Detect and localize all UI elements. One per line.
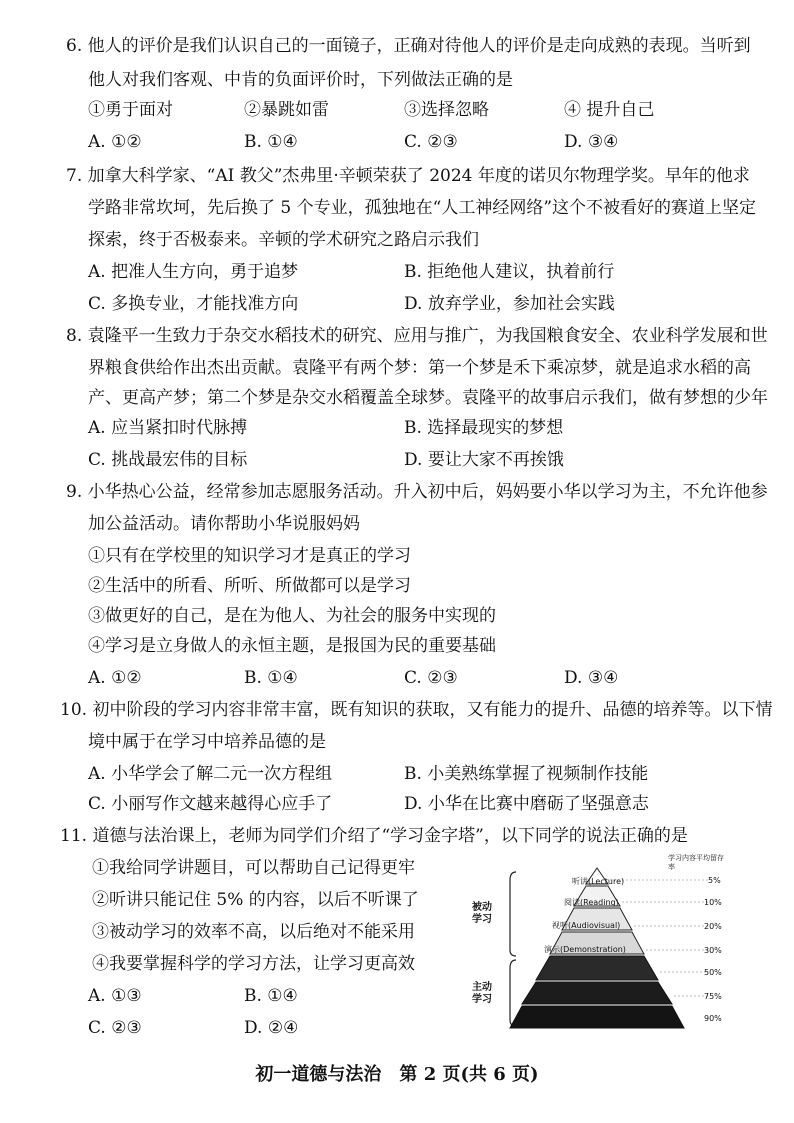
q9-item-2: ②生活中的所看、所听、所做都可以是学习 — [88, 576, 411, 596]
q6-option-c: C. ②③ — [404, 132, 458, 152]
q6-item-4: ④ 提升自己 — [564, 100, 655, 120]
q6-stem-line1: 6. 他人的评价是我们认识自己的一面镜子，正确对待他人的评价是走向成熟的表现。当听到 — [66, 36, 751, 56]
layer-pct-5: 50% — [704, 968, 722, 977]
q9-option-b: B. ①④ — [244, 668, 298, 688]
q10-option-c: C. 小丽写作文越来越得心应手了 — [88, 794, 333, 814]
page-footer: 初一道德与法治 第 2 页(共 6 页) — [255, 1064, 539, 1085]
layer-pct-4: 30% — [704, 946, 722, 955]
q11-item-4: ④我要掌握科学的学习方法，让学习更高效 — [92, 954, 415, 974]
pyramid-header: 学习内容平均留存率 — [668, 854, 724, 871]
layer-label-lecture: 听讲(Lecture) — [572, 877, 625, 886]
q11-option-c: C. ②③ — [88, 1018, 142, 1038]
q9-item-3: ③做更好的自己，是在为他人、为社会的服务中实现的 — [88, 606, 496, 626]
q9-option-c: C. ②③ — [404, 668, 458, 688]
layer-pct-6: 75% — [704, 992, 722, 1001]
q10-stem-line1: 10. 初中阶段的学习内容非常丰富，既有知识的获取，又有能力的提升、品德的培养等。以下情 — [60, 700, 773, 720]
q7-option-a: A. 把准人生方向，勇于追梦 — [88, 262, 299, 282]
q11-option-d: D. ②④ — [244, 1018, 299, 1038]
q6-stem-line2: 他人对我们客观、中肯的负面评价时，下列做法正确的是 — [88, 70, 513, 90]
layer-pct-7: 90% — [704, 1014, 722, 1023]
q6-item-3: ③选择忽略 — [404, 100, 489, 120]
q8-stem-line3: 产、更高产梦；第二个梦是杂交水稻覆盖全球梦。袁隆平的故事启示我们，做有梦想的少年 — [88, 388, 768, 408]
q6-option-a: A. ①② — [88, 132, 142, 152]
passive-learning-label: 被动学习 — [472, 902, 492, 925]
q9-stem-line1: 9. 小华热心公益，经常参加志愿服务活动。升入初中后，妈妈要小华以学习为主，不允许他参 — [66, 482, 768, 502]
q11-item-1: ①我给同学讲题目，可以帮助自己记得更牢 — [92, 858, 415, 878]
q8-option-c: C. 挑战最宏伟的目标 — [88, 450, 248, 470]
q7-stem-line3: 探索，终于否极泰来。辛顿的学术研究之路启示我们 — [88, 230, 479, 250]
q6-item-1: ①勇于面对 — [88, 100, 173, 120]
layer-pct-1: 5% — [708, 876, 721, 885]
q11-option-b: B. ①④ — [244, 986, 298, 1006]
q11-option-a: A. ①③ — [88, 986, 142, 1006]
q8-option-b: B. 选择最现实的梦想 — [404, 418, 564, 438]
layer-label-audiovisual: 视听(Audiovisual) — [552, 921, 621, 930]
active-learning-label: 主动学习 — [472, 982, 492, 1005]
q9-item-1: ①只有在学校里的知识学习才是真正的学习 — [88, 546, 411, 566]
q6-item-2: ②暴跳如雷 — [244, 100, 329, 120]
layer-label-reading: 阅读(Reading) — [564, 898, 619, 907]
q6-option-d: D. ③④ — [564, 132, 619, 152]
q11-stem-line1: 11. 道德与法治课上，老师为同学们介绍了“学习金字塔”，以下同学的说法正确的是 — [60, 826, 688, 846]
q6-option-b: B. ①④ — [244, 132, 298, 152]
q9-option-a: A. ①② — [88, 668, 142, 688]
q8-stem-line2: 界粮食供给作出杰出贡献。袁隆平有两个梦：第一个梦是禾下乘凉梦，就是追求水稻的高 — [88, 358, 751, 378]
q9-item-4: ④学习是立身做人的永恒主题，是报国为民的重要基础 — [88, 636, 496, 656]
layer-pct-3: 20% — [704, 922, 722, 931]
q7-stem-line1: 7. 加拿大科学家、“AI 教父”杰弗里·辛顿荣获了 2024 年度的诺贝尔物理学奖。早年的他求 — [66, 166, 750, 186]
q7-option-d: D. 放弃学业，参加社会实践 — [404, 294, 615, 314]
q11-item-3: ③被动学习的效率不高，以后绝对不能采用 — [92, 922, 415, 942]
q7-stem-line2: 学路非常坎坷，先后换了 5 个专业，孤独地在“人工神经网络”这个不被看好的赛道上坚定 — [88, 198, 757, 218]
layer-pct-2: 10% — [704, 898, 722, 907]
q8-stem-line1: 8. 袁隆平一生致力于杂交水稻技术的研究、应用与推广，为我国粮食安全、农业科学发展和世 — [66, 326, 768, 346]
learning-pyramid-figure — [460, 852, 735, 1030]
q7-option-c: C. 多换专业，才能找准方向 — [88, 294, 299, 314]
q8-option-a: A. 应当紧扣时代脉搏 — [88, 418, 248, 438]
layer-label-demonstration: 演示(Demonstration) — [544, 945, 626, 954]
q8-option-d: D. 要让大家不再挨饿 — [404, 450, 564, 470]
q11-item-2: ②听讲只能记住 5% 的内容，以后不听课了 — [92, 890, 419, 910]
q7-option-b: B. 拒绝他人建议，执着前行 — [404, 262, 615, 282]
q9-stem-line2: 加公益活动。请你帮助小华说服妈妈 — [88, 514, 360, 534]
q10-option-a: A. 小华学会了解二元一次方程组 — [88, 764, 333, 784]
q9-option-d: D. ③④ — [564, 668, 619, 688]
q10-stem-line2: 境中属于在学习中培养品德的是 — [88, 732, 326, 752]
q10-option-b: B. 小美熟练掌握了视频制作技能 — [404, 764, 649, 784]
q10-option-d: D. 小华在比赛中磨砺了坚强意志 — [404, 794, 649, 814]
